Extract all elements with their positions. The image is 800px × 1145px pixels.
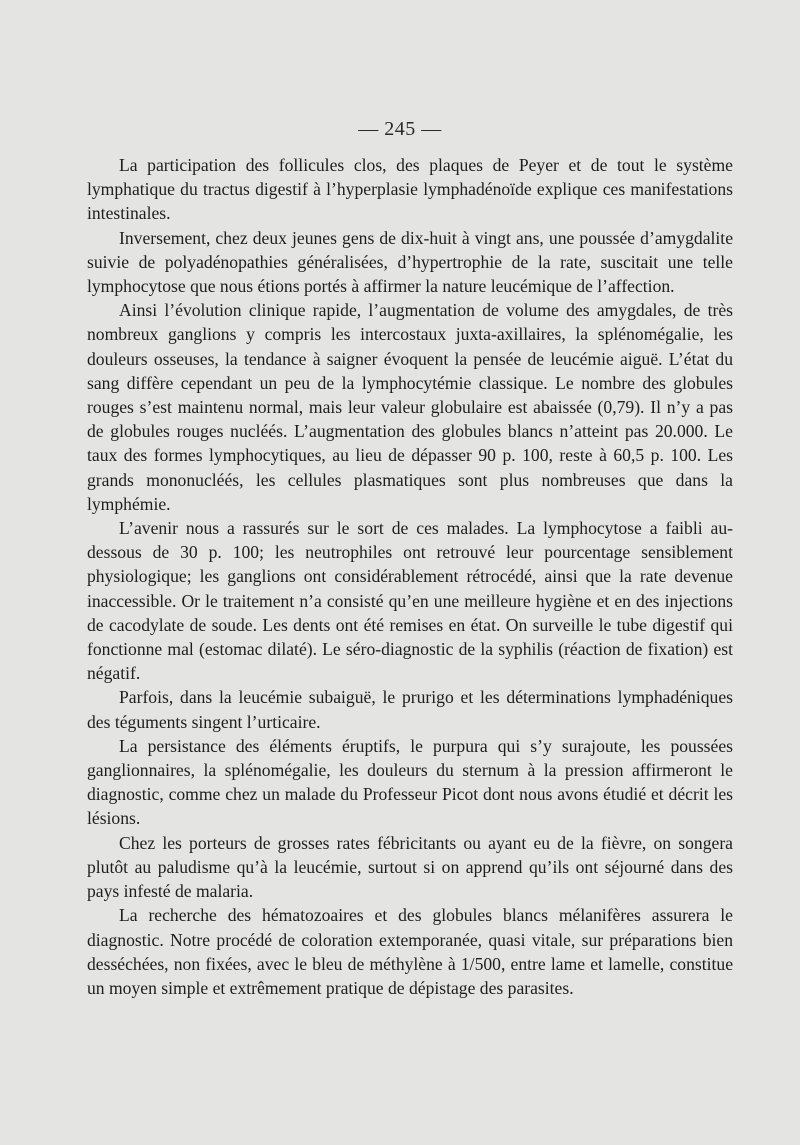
paragraph: Parfois, dans la leucémie subaiguë, le prurigo et les déterminations lymphadéniques des téguments singent l’urticaire. [87,687,733,732]
paragraph: La recherche des hématozoaires et des globules blancs mélanifères assurera le diagnostic. Notre procédé de coloration extemporanée, quasi vitale, sur préparations bien desséchées, non fixées, avec le bleu de méthylène à 1/500, entre lame et lamelle, constitue un moyen simple et extrêmement pratique de dépistage des parasites. [87,905,733,998]
paragraph: La participation des follicules clos, des plaques de Peyer et de tout le système lymphatique du tractus digestif à l’hyperplasie lymphadénoïde explique ces manifestations intestinales. [87,155,733,224]
paragraph: Inversement, chez deux jeunes gens de dix-huit à vingt ans, une poussée d’amygdalite suivie de polyadénopathies généralisées, d’hypertrophie de la rate, suscitait une telle lymphocytose que nous étions portés à affirmer la nature leucémique de l’affection. [87,227,733,297]
paragraph: L’avenir nous a rassurés sur le sort de ces malades. La lymphocytose a faibli au-dessous de 30 p. 100; les neutrophiles ont retrouvé leur pourcentage sensiblement physiologique; les ganglions ont considérablement rétrocédé, ainsi que la rate devenue inaccessible. Or le traitement n’a consisté qu’en une meilleure hygiène et en des injections de cacodylate de soude. Les dents ont été remises en état. On surveille le tube digestif qui fonctionne mal (estomac dilaté). Le séro-diagnostic de la syphilis (réaction de fixation) est négatif. [87,518,733,684]
body-text [87,153,733,1000]
page-number: — 245 — [358,118,442,140]
paragraph: La persistance des éléments éruptifs, le purpura qui s’y surajoute, les poussées ganglionnaires, la splénomégalie, les douleurs du sternum à la pression affirmeront le diagnostic, comme chez un malade du Professeur Picot dont nous avons étudié et décrit les lésions. [87,735,733,829]
paragraph: Ainsi l’évolution clinique rapide, l’augmentation de volume des amygdales, de très nombreux ganglions y compris les intercostaux juxta-axillaires, la splénomégalie, les douleurs osseuses, la tendance à saigner évoquent la pensée de leucémie aiguë. L’état du sang diffère cependant un peu de la lymphocytémie classique. Le nombre des globules rouges s’est maintenu normal, mais leur valeur globulaire est abaissée (0,79). Il n’y a pas de globules rouges nucléés. L’augmentation des globules blancs n’atteint pas 20.000. Le taux des formes lymphocytiques, au lieu de dépasser 90 p. 100, reste à 60,5 p. 100. Les grands mononucléés, les cellules plasmatiques sont plus nombreuses que dans la lymphémie. [87,300,733,514]
paragraph: Chez les porteurs de grosses rates fébricitants ou ayant eu de la fièvre, on songera plutôt au paludisme qu’à la leucémie, surtout si on apprend qu’ils ont séjourné dans des pays infesté de malaria. [87,832,733,902]
